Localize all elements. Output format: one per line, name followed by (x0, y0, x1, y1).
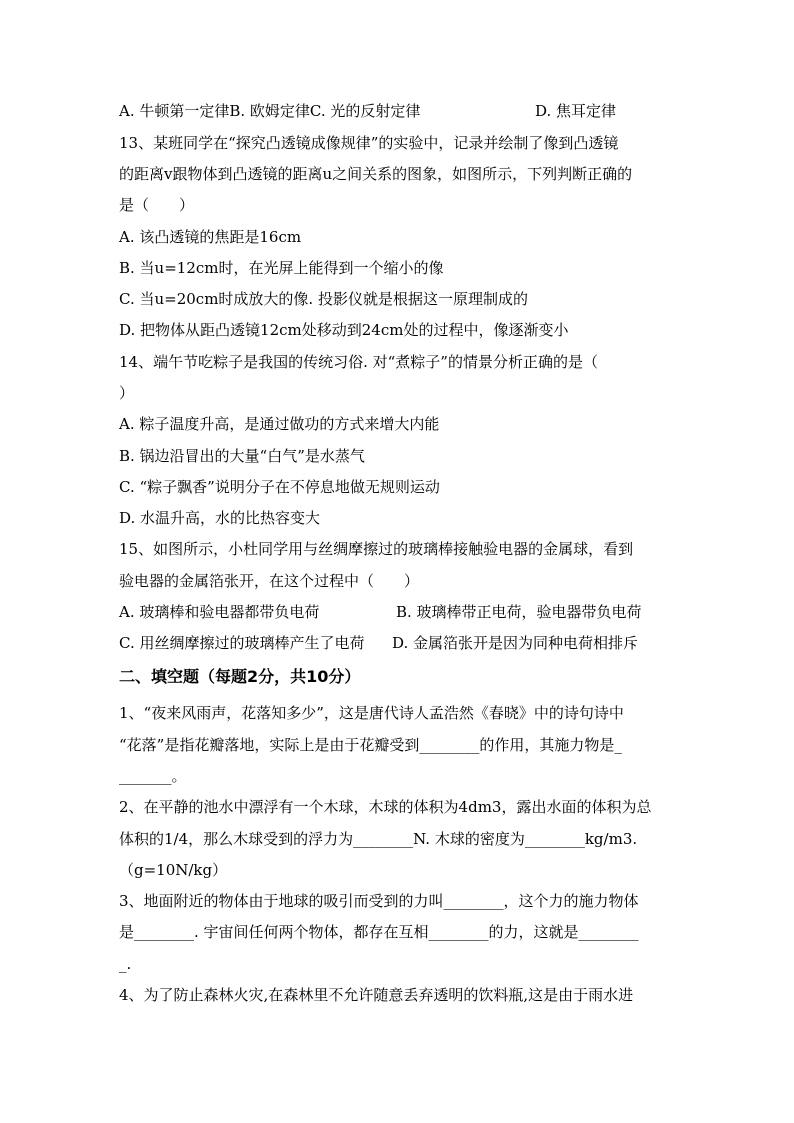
q12-options-abc: A. 牛顿第一定律B. 欧姆定律C. 光的反射定律 (119, 102, 421, 120)
fill3-line-2: 是________. 宇宙间任何两个物体，都存在互相________的力，这就是________ (119, 923, 639, 941)
q12-option-d: D. 焦耳定律 (535, 102, 617, 120)
section-2-heading: 二、填空题（每题2分，共10分） (119, 667, 361, 686)
q13-option-c: C. 当u=20cm时成放大的像. 投影仪就是根据这一原理制成的 (119, 290, 528, 308)
fill4-line-1: 4、为了防止森林火灾,在森林里不允许随意丢弃透明的饮料瓶,这是由于雨水进 (119, 986, 634, 1004)
q12-options-line (119, 101, 679, 121)
q14-option-d: D. 水温升高，水的比热容变大 (119, 509, 321, 527)
q15-stem-line-2: 验电器的金属箔张开，在这个过程中（ ） (119, 572, 420, 590)
fill3-line-3: _. (119, 955, 132, 973)
fill2-line-3: （g=10N/kg） (119, 861, 228, 879)
q13-option-d: D. 把物体从距凸透镜12cm处移动到24cm处的过程中，像逐渐变小 (119, 321, 569, 339)
q14-stem-line-2: ） (119, 384, 135, 402)
q14-option-b: B. 锅边沿冒出的大量“白气”是水蒸气 (119, 447, 365, 465)
q15-options-line-1 (119, 602, 679, 622)
q13-option-b: B. 当u=12cm时，在光屏上能得到一个缩小的像 (119, 259, 444, 277)
q15-option-d: D. 金属箔张开是因为同种电荷相排斥 (392, 634, 639, 652)
q15-option-b: B. 玻璃棒带正电荷，验电器带负电荷 (396, 603, 642, 621)
q13-stem-line-2: 的距离v跟物体到凸透镜的距离u之间关系的图象，如图所示，下列判断正确的 (119, 165, 633, 183)
q15-options-line-2 (119, 633, 679, 653)
q14-stem-line-1: 14、端午节吃粽子是我国的传统习俗. 对“煮粽子”的情景分析正确的是（ (119, 353, 598, 371)
fill2-line-2: 体积的1/4，那么木球受到的浮力为________N. 木球的密度为________kg/m3. (119, 830, 638, 848)
q14-option-c: C. “粽子飘香”说明分子在不停息地做无规则运动 (119, 478, 440, 496)
fill1-line-3: _______。 (119, 767, 187, 785)
q15-option-c: C. 用丝绸摩擦过的玻璃棒产生了电荷 (119, 634, 365, 652)
q13-stem-line-1: 13、某班同学在“探究凸透镜成像规律”的实验中，记录并绘制了像到凸透镜 (119, 134, 619, 152)
q13-option-a: A. 该凸透镜的焦距是16cm (119, 228, 302, 246)
q13-stem-line-3: 是（ ） (119, 196, 195, 214)
fill2-line-1: 2、在平静的池水中漂浮有一个木球，木球的体积为4dm3，露出水面的体积为总 (119, 798, 652, 816)
fill1-line-1: 1、“夜来风雨声，花落知多少”，这是唐代诗人孟浩然《春晓》中的诗句诗中 (119, 704, 624, 722)
fill3-line-1: 3、地面附近的物体由于地球的吸引而受到的力叫________，这个力的施力物体 (119, 892, 639, 910)
fill1-line-2: “花落”是指花瓣落地，实际上是由于花瓣受到________的作用，其施力物是_ (119, 736, 622, 754)
q14-option-a: A. 粽子温度升高，是通过做功的方式来增大内能 (119, 415, 440, 433)
q15-option-a: A. 玻璃棒和验电器都带负电荷 (119, 603, 320, 621)
q15-stem-line-1: 15、如图所示，小杜同学用与丝绸摩擦过的玻璃棒接触验电器的金属球，看到 (119, 540, 634, 558)
